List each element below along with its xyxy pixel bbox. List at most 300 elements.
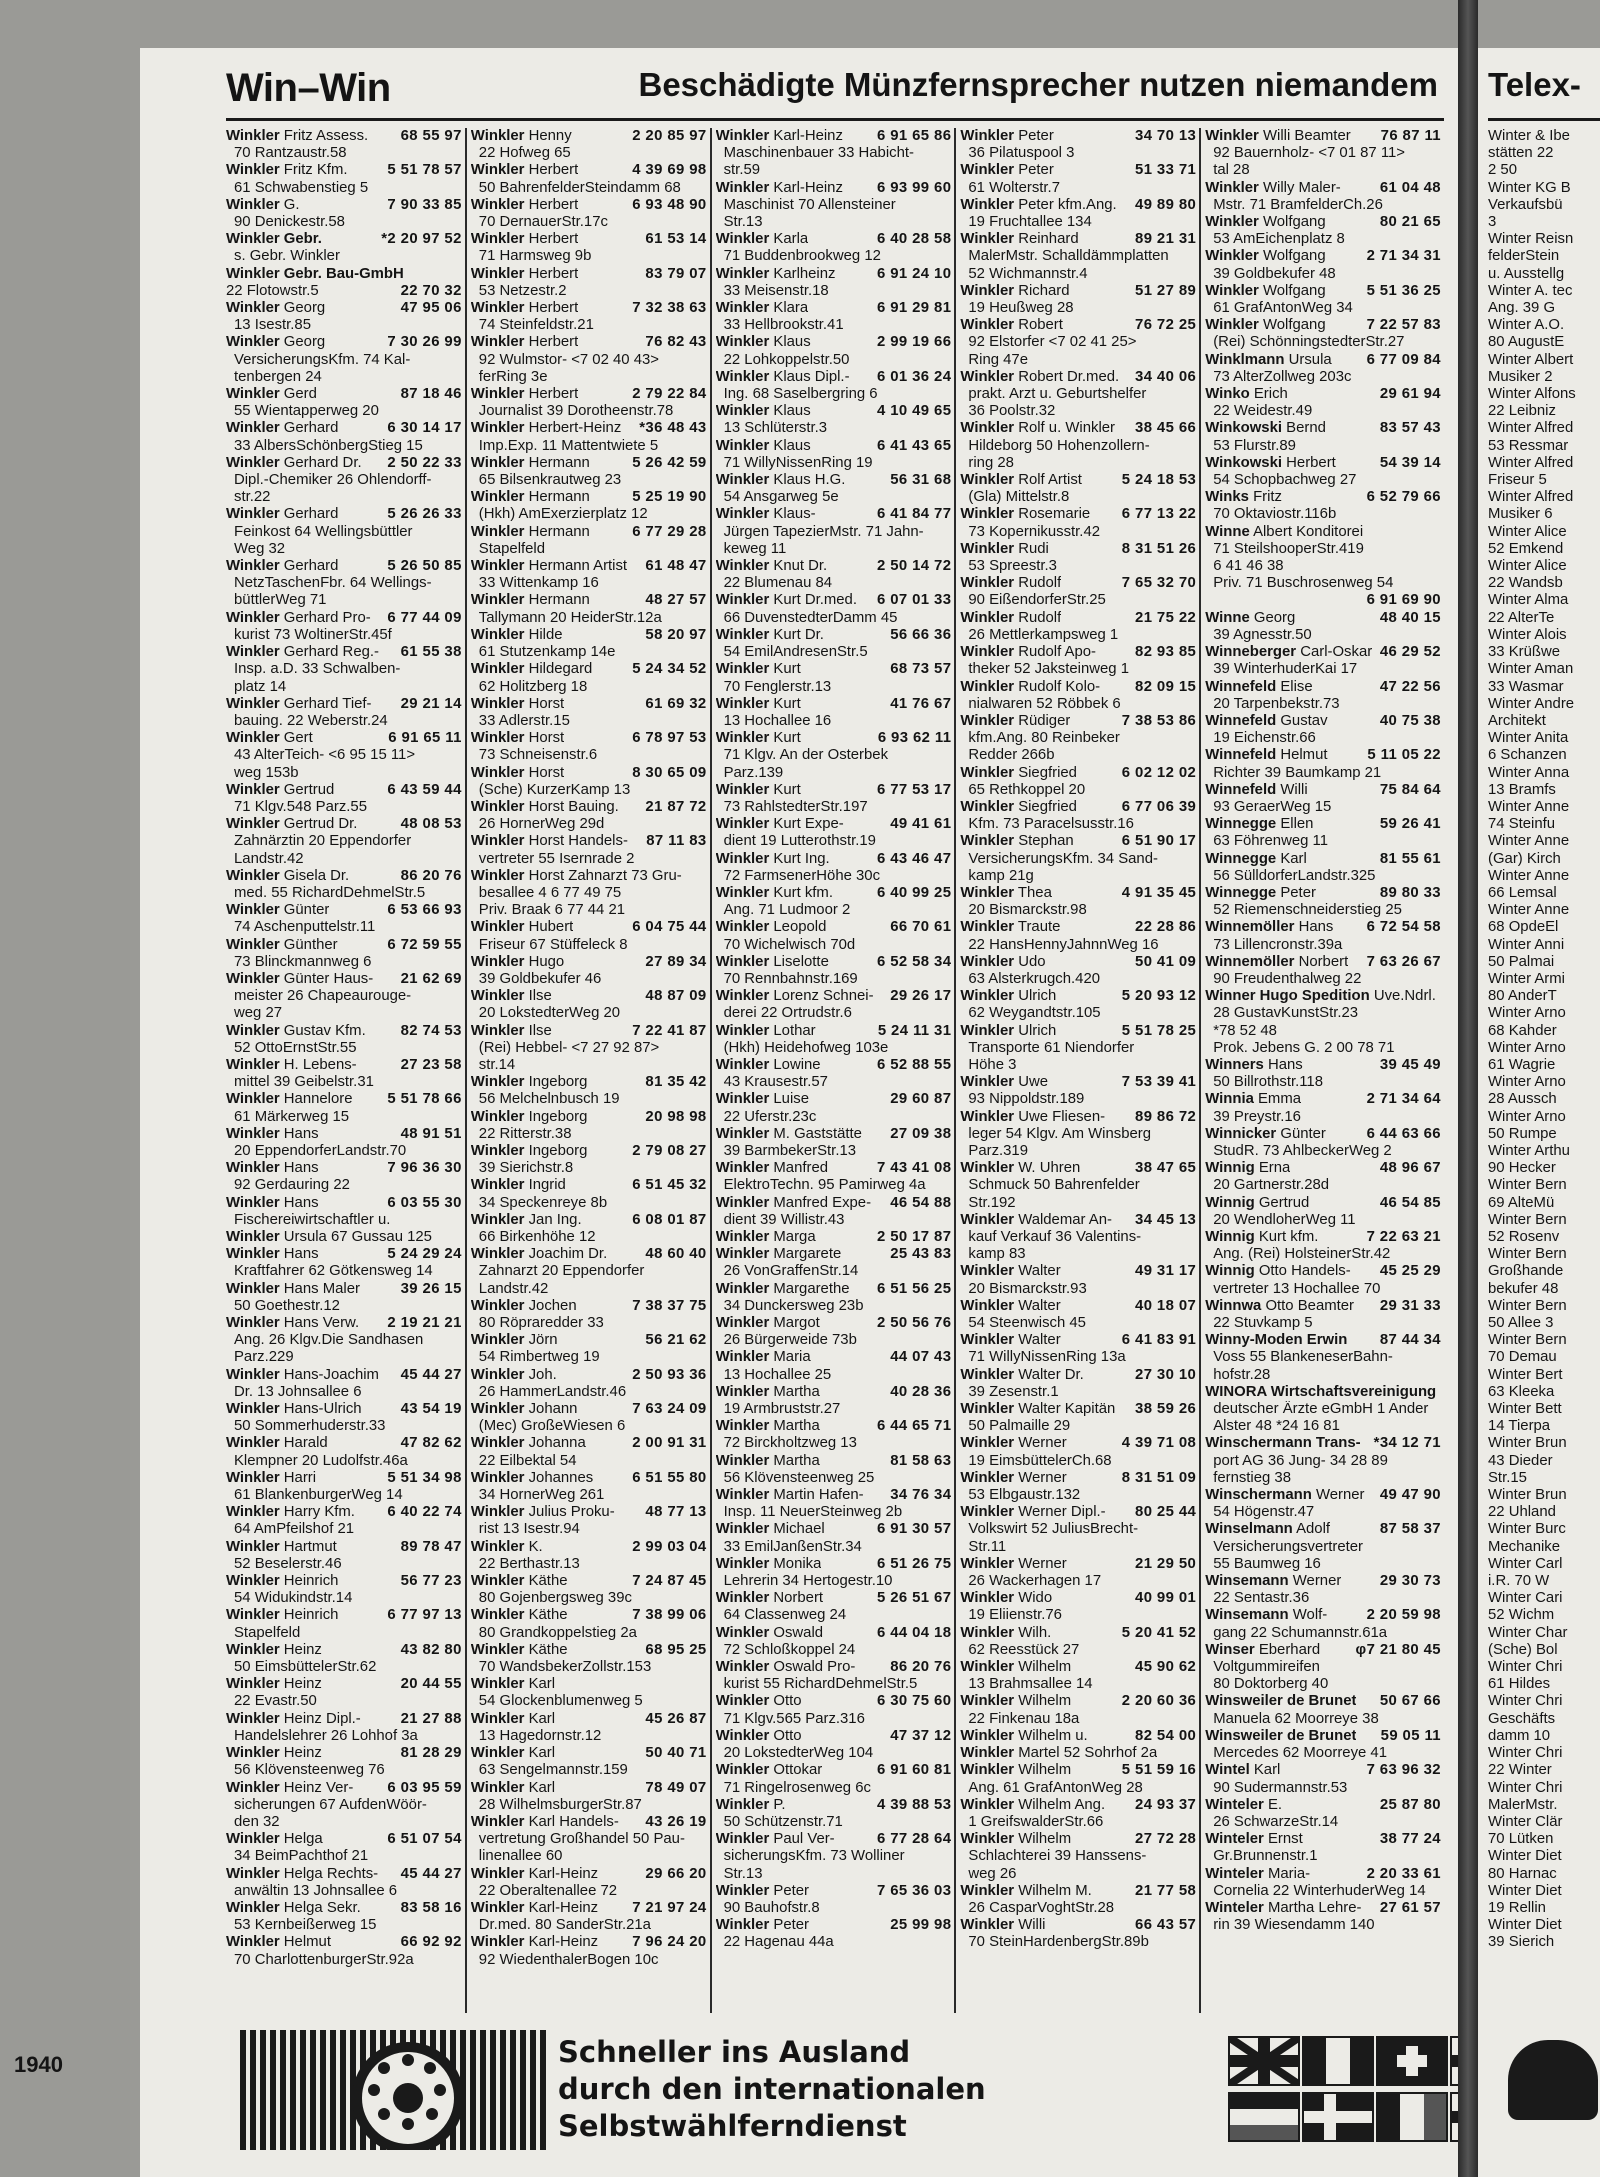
listing-given-name: Wilhelm [1018, 1659, 1072, 1676]
listing-given-name: Martha [773, 1383, 820, 1400]
listing-name-group [471, 1367, 557, 1384]
listing-detail: Ing. 68 Saselbergring 6 [723, 386, 878, 403]
listing-detail: 70 CharlottenburgerStr.92a [234, 1951, 414, 1968]
listing-detail: 39 Goldbekufer 48 [1213, 265, 1336, 282]
listing-detail: Imp.Exp. 11 Mattentwiete 5 [478, 437, 659, 454]
listing-phone: 86 20 76 [400, 867, 462, 884]
listing-detail: deutscher Ärzte eGmbH 1 Ander [1213, 1401, 1429, 1418]
listing-surname: Winkler [715, 231, 770, 248]
listing-detail: 39 Preystr.16 [1213, 1108, 1301, 1125]
listing-detail: str.22 [234, 489, 271, 506]
listing-detail: 20 Bismarckstr.98 [968, 902, 1087, 919]
listing-detail: 71 WillyNissenRing 13a [968, 1349, 1126, 1366]
listing-phone: 39 45 49 [1379, 1056, 1441, 1073]
listing-given-name: Kurt Expe- [773, 816, 844, 833]
listing-detail: theker 52 Jaksteinweg 1 [968, 661, 1129, 678]
listing-detail: 54 Ansgarweg 5e [723, 489, 839, 506]
listing-name-group [716, 1160, 828, 1177]
listing-entry-line [471, 1298, 707, 1315]
listing-entry-line [471, 1900, 707, 1917]
facing-page-line: Winter Anita [1488, 730, 1569, 747]
listing-entry-line [960, 1435, 1196, 1452]
listing-name-group [226, 266, 404, 283]
listing-phone: 83 58 16 [400, 1899, 462, 1916]
listing-entry [471, 334, 707, 386]
listing-entry-line [471, 988, 707, 1005]
listing-detail: Lehrerin 34 Hertogestr.10 [723, 1573, 893, 1590]
listing-phone: 4 39 69 98 [632, 162, 707, 179]
listing-given-name: Wido [1018, 1590, 1053, 1607]
listing-given-name: Uwe [1018, 1074, 1048, 1091]
listing-name-group [716, 1728, 802, 1745]
listing-detail: 28 WilhelmsburgerStr.87 [478, 1796, 642, 1813]
listing-given-name: Erna [1258, 1160, 1291, 1177]
listing-phone: 82 93 85 [1135, 644, 1197, 661]
listing-entry [226, 1195, 462, 1229]
listing-name-group [1205, 455, 1336, 472]
listing-given-name: Jochen [528, 1297, 577, 1314]
listing-given-name: Ilse [528, 988, 552, 1005]
listing-surname: Winkler [470, 1607, 525, 1624]
listing-name-group [1205, 1487, 1364, 1504]
listing-given-name: Hermann [528, 592, 590, 609]
facing-page-line: (Sche) Bol [1488, 1641, 1558, 1658]
listing-given-name: Gerhard Pro- [283, 609, 371, 626]
listing-name-group [471, 1332, 558, 1349]
listing-name-group [1205, 1057, 1303, 1074]
listing-name-group [1205, 214, 1325, 231]
listing-surname: Winkler [960, 1074, 1015, 1091]
listing-given-name: Ingeborg [528, 1074, 588, 1091]
listing-entry [960, 128, 1196, 162]
listing-phone: 45 44 27 [400, 1366, 462, 1383]
listing-detail: Mercedes 62 Moorreye 41 [1213, 1745, 1387, 1762]
listing-given-name: Gerhard Dr. [283, 454, 362, 471]
listing-name-group [471, 592, 590, 609]
listing-surname: Winkler [470, 1745, 525, 1762]
listing-given-name: Gerhard [283, 558, 339, 575]
facing-page-line: Winter Alfons [1488, 386, 1576, 403]
listing-surname: Winkler [470, 1469, 525, 1486]
listing-phone: 48 91 51 [400, 1125, 462, 1142]
listing-entry [716, 627, 952, 661]
listing-name-group [1205, 885, 1316, 902]
listing-name-group [1205, 524, 1363, 541]
facing-page-line: Str.15 [1488, 1469, 1527, 1486]
listing-detail: 54 Widukindstr.14 [234, 1590, 353, 1607]
listing-detail: Priv. Braak 6 77 44 21 [478, 902, 626, 919]
listing-entry [716, 1556, 952, 1590]
listing-surname: Winkler [226, 867, 280, 884]
listing-given-name: Margot [773, 1315, 820, 1332]
listing-given-name: Joachim Dr. [528, 1246, 608, 1263]
listing-entry-line [716, 1625, 952, 1642]
facing-page-line: Winter & Ibe [1488, 128, 1570, 144]
listing-given-name: Georg [283, 334, 326, 351]
listing-given-name: Kurt [773, 695, 801, 712]
listing-phone: 6 77 28 64 [877, 1831, 952, 1848]
listing-entry [716, 592, 952, 626]
listing-surname: Winkler [470, 265, 525, 282]
listing-detail: vertretung Großhandel 50 Pau- [478, 1831, 685, 1848]
listing-phone: 6 77 53 17 [877, 781, 952, 798]
listing-entry-line [226, 1642, 462, 1659]
listing-phone: 87 11 83 [646, 833, 707, 850]
listing-given-name: Gerhard [283, 420, 339, 437]
facing-page-line: Winter Alice [1488, 558, 1567, 575]
listing-phone: 6 91 65 11 [388, 730, 462, 747]
listing-given-name: W. Uhren [1018, 1160, 1081, 1177]
listing-entry-line [471, 162, 707, 179]
listing-entry [471, 833, 707, 867]
listing-given-name: Günter [1280, 1125, 1326, 1142]
listing-phone: 66 92 92 [400, 1934, 462, 1951]
listing-entry [226, 128, 462, 162]
listing-given-name: Julius Proku- [528, 1504, 615, 1521]
listing-given-name: Rosemarie [1018, 506, 1091, 523]
listing-entry-line [471, 1607, 707, 1624]
listing-detail: anwältin 13 Johnsallee 6 [234, 1882, 398, 1899]
listing-surname: Winkler [715, 1056, 770, 1073]
listing-entry [716, 1693, 952, 1727]
listing-phone: 6 43 46 47 [877, 850, 952, 867]
listing-detail: Ring 47e [968, 351, 1028, 368]
listing-given-name: Kurt kfm. [773, 884, 833, 901]
facing-page-line: 28 Aussch [1488, 1091, 1557, 1108]
facing-page-line: Großhande [1488, 1263, 1564, 1280]
listing-surname: Winkler [960, 1659, 1015, 1676]
listing-surname: Winkler [226, 1022, 280, 1039]
listing-detail: vertreter 55 Isernrade 2 [478, 850, 635, 867]
listing-detail: Dr.med. 80 SanderStr.21a [478, 1917, 651, 1934]
listing-phone: 34 45 13 [1135, 1211, 1197, 1228]
listing-surname: Winkler [960, 1762, 1015, 1779]
listing-phone: 68 95 25 [645, 1641, 707, 1658]
listing-surname: Winkler [226, 196, 280, 213]
listing-given-name: G. [283, 196, 300, 213]
listing-phone: 66 43 57 [1135, 1917, 1197, 1934]
listing-given-name: Gustav [1280, 712, 1328, 729]
listing-entry [471, 1212, 707, 1246]
listing-entry-line [716, 1453, 952, 1470]
listing-entry [1205, 679, 1441, 713]
listing-detail: Höhe 3 [968, 1056, 1017, 1073]
listing-entry-line [1205, 1866, 1441, 1883]
facing-page-line: Winter Bern [1488, 1246, 1567, 1263]
listing-entry [960, 369, 1196, 421]
listing-phone: 50 41 09 [1135, 953, 1197, 970]
listing-phone [458, 266, 462, 283]
listing-entry [471, 1780, 707, 1814]
listing-given-name: Fritz [1253, 489, 1283, 506]
listing-surname: Winkler [715, 884, 770, 901]
listing-entry-line [1205, 1229, 1441, 1246]
listing-phone [458, 1229, 462, 1246]
facing-page-line: 52 Wichm [1488, 1607, 1555, 1624]
listing-detail: prakt. Arzt u. Geburtshelfer [968, 386, 1147, 403]
facing-page-line: Winter Bern [1488, 1211, 1567, 1228]
listing-surname: Winkler [960, 678, 1015, 695]
listing-surname: Winkler [470, 386, 525, 403]
listing-entry [960, 506, 1196, 540]
listing-entry-line [471, 954, 707, 971]
listing-surname: Winny-Moden Erwin [1205, 1332, 1348, 1349]
listing-entry-line [1205, 816, 1441, 833]
listing-entry [1205, 455, 1441, 489]
listing-given-name: Oswald [773, 1624, 824, 1641]
listing-name-group [716, 1487, 864, 1504]
listing-name-group [716, 696, 801, 713]
listing-entry-line [716, 730, 952, 747]
listing-surname: Winkler [470, 1142, 525, 1159]
listing-given-name: Hans [1267, 1056, 1303, 1073]
listing-phone: 7 65 36 03 [877, 1882, 952, 1899]
listing-entry [716, 1229, 952, 1246]
facing-page-line: Winter Anne [1488, 798, 1570, 815]
listing-entry [471, 765, 707, 799]
listing-detail: 20 Gartnerstr.28d [1213, 1177, 1330, 1194]
listing-given-name: Ingeborg [528, 1142, 588, 1159]
listing-phone: 38 47 65 [1135, 1160, 1197, 1177]
listing-name-group [1205, 816, 1313, 833]
listing-name-group [1205, 1900, 1361, 1917]
listing-name-group [716, 1883, 809, 1900]
listing-surname: Winkler [470, 730, 525, 747]
listing-detail: 90 Freudenthalweg 22 [1213, 970, 1362, 987]
listing-entry-line [716, 1023, 952, 1040]
listing-detail: ferRing 3e [478, 368, 548, 385]
listing-detail: 70 Oktaviostr.116b [1213, 506, 1337, 523]
listing-given-name: Hugo [528, 953, 565, 970]
listing-phone [703, 868, 707, 885]
listing-entry [471, 1367, 707, 1401]
listing-surname: Winkler [960, 712, 1015, 729]
listing-surname: Winkler [226, 1779, 280, 1796]
listing-entry [1205, 782, 1441, 816]
facing-page-line: Winter Andre [1488, 695, 1575, 712]
listing-given-name: Leopold [773, 919, 827, 936]
listing-name-group [471, 1401, 578, 1418]
listing-surname: Winschermann [1205, 1487, 1312, 1504]
listing-given-name: Monika [773, 1555, 822, 1572]
listing-surname: Winkler [960, 575, 1015, 592]
listing-surname: Winkler [715, 506, 770, 523]
listing-phone: 6 51 55 80 [632, 1469, 707, 1486]
listing-phone: 6 41 83 91 [1121, 1332, 1197, 1349]
listing-detail: 53 Flurstr.89 [1213, 437, 1296, 454]
listing-surname: Winkler [470, 764, 525, 781]
listing-given-name: Karl-Heinz [773, 179, 843, 196]
listing-detail: Mstr. 71 BramfelderCh.26 [1213, 196, 1383, 213]
listing-surname: Winkler [226, 1469, 280, 1486]
listing-entry [716, 1160, 952, 1194]
listing-given-name: Walter [1018, 1297, 1061, 1314]
listing-entry [226, 283, 462, 300]
listing-entry-line [226, 231, 462, 248]
listing-detail: 39 Sierichstr.8 [478, 1160, 574, 1177]
facing-page-line: 52 Emkend [1488, 540, 1564, 557]
listing-entry [716, 1625, 952, 1659]
listing-given-name: Ursula 67 Gussau 125 [283, 1229, 432, 1245]
listing-entry [960, 644, 1196, 678]
listing-entry-line [226, 1573, 462, 1590]
listing-name-group [226, 1281, 360, 1298]
listing-entry [960, 1762, 1196, 1796]
listing-phone: 59 05 11 [1380, 1727, 1441, 1744]
listing-surname: Winkler [470, 953, 525, 970]
listing-entry-line [471, 1539, 707, 1556]
listing-surname: Winkler [226, 1538, 280, 1555]
listing-entry [226, 300, 462, 334]
listing-surname: Winkler [715, 781, 770, 798]
listing-given-name: Udo [1018, 953, 1046, 970]
listing-name-group [960, 1917, 1045, 1934]
listing-entry-line [1205, 919, 1441, 936]
listing-entry-line [960, 1762, 1196, 1779]
listing-phone: 4 91 35 45 [1121, 884, 1197, 901]
listing-entry [716, 506, 952, 558]
listing-entry [716, 558, 952, 592]
listing-entry [960, 1797, 1196, 1831]
listing-detail: sicherungsKfm. 73 Wolliner [723, 1848, 905, 1865]
listing-detail: Str.13 [723, 214, 763, 231]
listing-name-group [471, 524, 590, 541]
listing-given-name: Rudi [1018, 540, 1049, 557]
listing-entry [226, 1573, 462, 1607]
facing-page-line: Winter Bern [1488, 1332, 1567, 1349]
listing-entry-line [960, 988, 1196, 1005]
listing-entry [716, 180, 952, 232]
listing-detail: Landstr.42 [478, 1280, 549, 1297]
listing-detail: 50 Schützenstr.71 [723, 1813, 843, 1830]
listing-given-name: Emma [1258, 1091, 1302, 1108]
listing-phone: 7 22 57 83 [1366, 317, 1441, 334]
listing-given-name: Peter [773, 1917, 809, 1934]
listing-name-group [1205, 1229, 1318, 1246]
listing-name-group [226, 162, 348, 179]
listing-given-name: Kurt [773, 730, 801, 747]
listing-given-name: Peter [1018, 162, 1054, 179]
listing-detail: Kfm. 73 Paracelsusstr.16 [968, 816, 1134, 833]
listing-surname: Winkler [226, 558, 280, 575]
listing-phone: 6 51 07 54 [387, 1831, 462, 1848]
listing-detail: 26 SchwarzeStr.14 [1213, 1813, 1339, 1830]
facing-page-line: Winter Alice [1488, 523, 1567, 540]
listing-detail: 36 Pilatuspool 3 [968, 145, 1075, 162]
listing-given-name: Uwe Fliesen- [1018, 1108, 1106, 1125]
listing-entry [716, 1349, 952, 1383]
listing-given-name: Karl [528, 1745, 556, 1762]
listing-detail: kauf Verkauf 36 Valentins- [968, 1229, 1142, 1245]
listing-name-group [716, 1246, 842, 1263]
listing-entry-line [471, 1504, 707, 1521]
listing-entry-line [226, 1504, 462, 1521]
listing-given-name: Siegfried [1018, 798, 1077, 815]
listing-given-name: Horst Handels- [528, 833, 628, 850]
listing-detail: 71 WillyNissenRing 19 [723, 454, 873, 471]
listing-phone: 45 44 27 [400, 1865, 462, 1882]
listing-entry-line [1205, 1160, 1441, 1177]
listing-surname: Winkler [470, 695, 525, 712]
listing-surname: Winkler [226, 1607, 280, 1624]
listing-given-name: Gertrud [1258, 1194, 1310, 1211]
listing-entry [716, 730, 952, 782]
listing-surname: Winkler [960, 1332, 1015, 1349]
listing-surname: Winkler [470, 1401, 525, 1418]
listing-name-group [226, 300, 325, 317]
listing-entry [960, 1659, 1196, 1693]
listing-entry [1205, 1435, 1441, 1487]
listing-detail: 43 AlterTeich- <6 95 15 11> [234, 747, 416, 764]
listing-entry [226, 1642, 462, 1676]
listing-phone: 45 90 62 [1135, 1659, 1197, 1676]
listing-entry [1205, 1521, 1441, 1573]
listing-given-name: Maria [773, 1349, 811, 1366]
listing-detail: 56 Klövensteenweg 25 [723, 1469, 875, 1486]
listing-entry-line [226, 1711, 462, 1728]
listing-given-name: Karl-Heinz [528, 1934, 599, 1951]
listing-detail: 73 AlterZollweg 203c [1213, 368, 1352, 385]
listing-detail: Parz.139 [723, 764, 784, 781]
listing-name-group [1205, 317, 1325, 334]
listing-entry-line [960, 833, 1196, 850]
listing-entry-line [471, 197, 707, 214]
listing-phone: 25 43 83 [890, 1246, 952, 1263]
facing-page-line: Winter Diet [1488, 1917, 1562, 1934]
listing-given-name: Horst [528, 764, 565, 781]
listing-name-group [960, 1435, 1066, 1452]
listing-phone: 61 55 38 [400, 644, 462, 661]
listing-entry [716, 1797, 952, 1831]
listing-phone: 7 38 99 06 [632, 1607, 707, 1624]
listing-given-name: Robert [1018, 317, 1063, 334]
listing-phone: 2 19 21 21 [387, 1315, 462, 1332]
listing-phone: 34 40 06 [1135, 368, 1197, 385]
listing-name-group [226, 971, 373, 988]
listing-given-name: Hans-Ulrich [283, 1401, 362, 1418]
listing-surname: Winnefeld [1205, 678, 1277, 695]
listing-given-name: Ulrich [1018, 988, 1057, 1005]
listing-phone: 61 53 14 [645, 231, 707, 248]
listing-entry-line [471, 1676, 707, 1693]
listing-name-group [960, 197, 1116, 214]
listing-surname: Winkler [226, 454, 280, 471]
listing-name-group [1205, 1797, 1282, 1814]
listing-entry [1205, 1126, 1441, 1160]
facing-page-line: Winter Brun [1488, 1487, 1567, 1504]
listing-entry-line [960, 1160, 1196, 1177]
listing-name-group [716, 954, 829, 971]
listing-name-group [226, 1745, 322, 1762]
listing-detail: 20 EppendorferLandstr.70 [234, 1142, 407, 1159]
listing-surname: Winkler [960, 798, 1015, 815]
listing-detail: 73 Blinckmannweg 6 [234, 953, 372, 970]
listing-entry-line [226, 283, 462, 300]
listing-given-name: Maria- [1267, 1865, 1311, 1882]
listing-entry-line [716, 919, 952, 936]
listing-entry-line [1205, 988, 1441, 1005]
listing-entry [226, 231, 462, 265]
listing-entry [1205, 283, 1441, 317]
listing-entry [960, 988, 1196, 1022]
listing-column-1 [226, 128, 465, 2013]
listing-detail: Dipl.-Chemiker 26 Ohlendorff- [234, 472, 432, 489]
listing-phone: 66 70 61 [890, 919, 952, 936]
listing-entry-line [1205, 420, 1441, 437]
listing-surname: Winteler [1205, 1831, 1264, 1848]
listing-phone: 7 53 39 41 [1121, 1074, 1197, 1091]
listing-name-group [716, 1195, 871, 1212]
